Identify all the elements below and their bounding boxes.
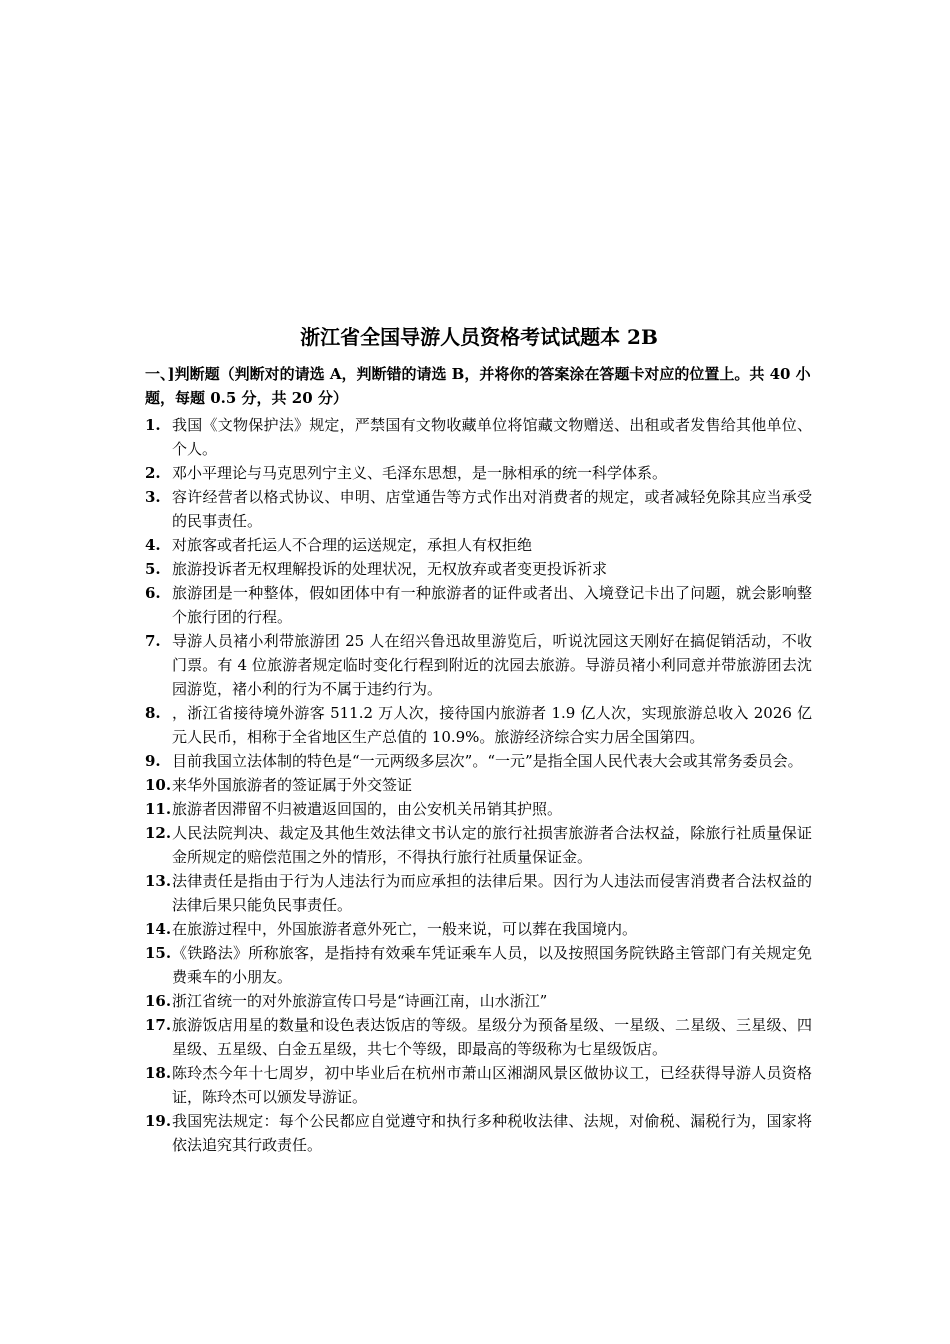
question-item [145,629,825,701]
question-item [145,869,825,917]
question-item [145,1061,825,1109]
question-number: 7. [145,632,161,650]
question-number: 11. [145,800,172,818]
question-number: 13. [145,872,172,890]
question-item [145,917,825,941]
question-item [145,749,825,773]
question-item [145,701,825,749]
question-text: 《铁路法》所称旅客，是指持有效乘车凭证乘车人员，以及按照国务院铁路主管部门有关规定免费乘车的小朋友。 [172,944,812,986]
question-text: 目前我国立法体制的特色是“一元两级多层次”。“一元”是指全国人民代表大会或其常务委员会。 [172,752,803,770]
question-text: 旅游投诉者无权理解投诉的处理状况，无权放弃或者变更投诉祈求 [172,560,608,578]
question-text: ，浙江省接待境外游客 511.2 万人次，接待国内旅游者 1.9 亿人次，实现旅游总收入 2026 亿元人民币，相称于全省地区生产总值的 10.9%。旅游经济综合实力居全国第四。 [172,704,812,746]
question-item [145,797,825,821]
question-number: 18. [145,1064,172,1082]
question-text: 旅游团是一种整体，假如团体中有一种旅游者的证件或者出、入境登记卡出了问题，就会影响整个旅行团的行程。 [172,584,812,626]
question-text: 对旅客或者托运人不合理的运送规定，承担人有权拒绝 [172,536,533,554]
question-number: 14. [145,920,172,938]
question-number: 15. [145,944,172,962]
question-text: 法律责任是指由于行为人违法行为而应承担的法律后果。因行为人违法而侵害消费者合法权益的法律后果只能负民事责任。 [172,872,812,914]
question-number: 16. [145,992,172,1010]
question-item [145,533,825,557]
question-item [145,941,825,989]
question-number: 12. [145,824,172,842]
question-text: 人民法院判决、裁定及其他生效法律文书认定的旅行社损害旅游者合法权益，除旅行社质量保证金所规定的赔偿范围之外的情形，不得执行旅行社质量保证金。 [172,824,812,866]
question-number: 8. [145,704,161,722]
section-heading: 一、]判断题（判断对的请选 A，判断错的请选 B，并将你的答案涂在答题卡对应的位置上。共 40 小题，每题 0.5 分，共 20 分） [145,365,811,407]
question-number: 10. [145,776,172,794]
question-item [145,461,825,485]
question-number: 4. [145,536,161,554]
question-item [145,773,825,797]
question-item [145,821,825,869]
question-item [145,485,825,533]
question-number: 1. [145,416,161,434]
question-item [145,413,825,461]
question-text: 邓小平理论与马克思列宁主义、毛泽东思想，是一脉相承的统一科学体系。 [172,464,668,482]
question-text: 来华外国旅游者的签证属于外交签证 [172,776,413,794]
question-text: 旅游饭店用星的数量和设色表达饭店的等级。星级分为预备星级、一星级、二星级、三星级、四星级、五星级、白金五星级，共七个等级，即最高的等级称为七星级饭店。 [172,1016,812,1058]
question-number: 19. [145,1112,172,1130]
question-text: 旅游者因滞留不归被遣返回国的，由公安机关吊销其护照。 [172,800,563,818]
question-item [145,1109,825,1157]
question-number: 3. [145,488,161,506]
question-text: 在旅游过程中，外国旅游者意外死亡，一般来说，可以葬在我国境内。 [172,920,638,938]
question-number: 9. [145,752,161,770]
question-text: 我国《文物保护法》规定，严禁国有文物收藏单位将馆藏文物赠送、出租或者发售给其他单位、个人。 [172,416,812,458]
question-text: 导游人员褚小利带旅游团 25 人在绍兴鲁迅故里游览后，听说沈园这天刚好在搞促销活动，不收门票。有 4 位旅游者规定临时变化行程到附近的沈园去旅游。导游员褚小利同意并带旅游团去沈园游览，褚小利的行为不属于违约行为。 [172,632,812,698]
question-text: 浙江省统一的对外旅游宣传口号是“诗画江南，山水浙江” [172,992,548,1010]
question-text: 陈玲杰今年十七周岁，初中毕业后在杭州市萧山区湘湖风景区做协议工，已经获得导游人员资格证，陈玲杰可以颁发导游证。 [172,1064,812,1106]
question-number: 2. [145,464,161,482]
question-number: 5. [145,560,161,578]
question-item [145,989,825,1013]
question-text: 容许经营者以格式协议、申明、店堂通告等方式作出对消费者的规定，或者减轻免除其应当承受的民事责任。 [172,488,812,530]
question-item [145,557,825,581]
question-list [145,413,825,1157]
question-number: 6. [145,584,161,602]
question-text: 我国宪法规定：每个公民都应自觉遵守和执行多种税收法律、法规，对偷税、漏税行为，国家将依法追究其行政责任。 [172,1112,812,1154]
question-number: 17. [145,1016,172,1034]
question-item [145,581,825,629]
document-title: 浙江省全国导游人员资格考试试题本 2B [300,325,658,349]
question-item [145,1013,825,1061]
